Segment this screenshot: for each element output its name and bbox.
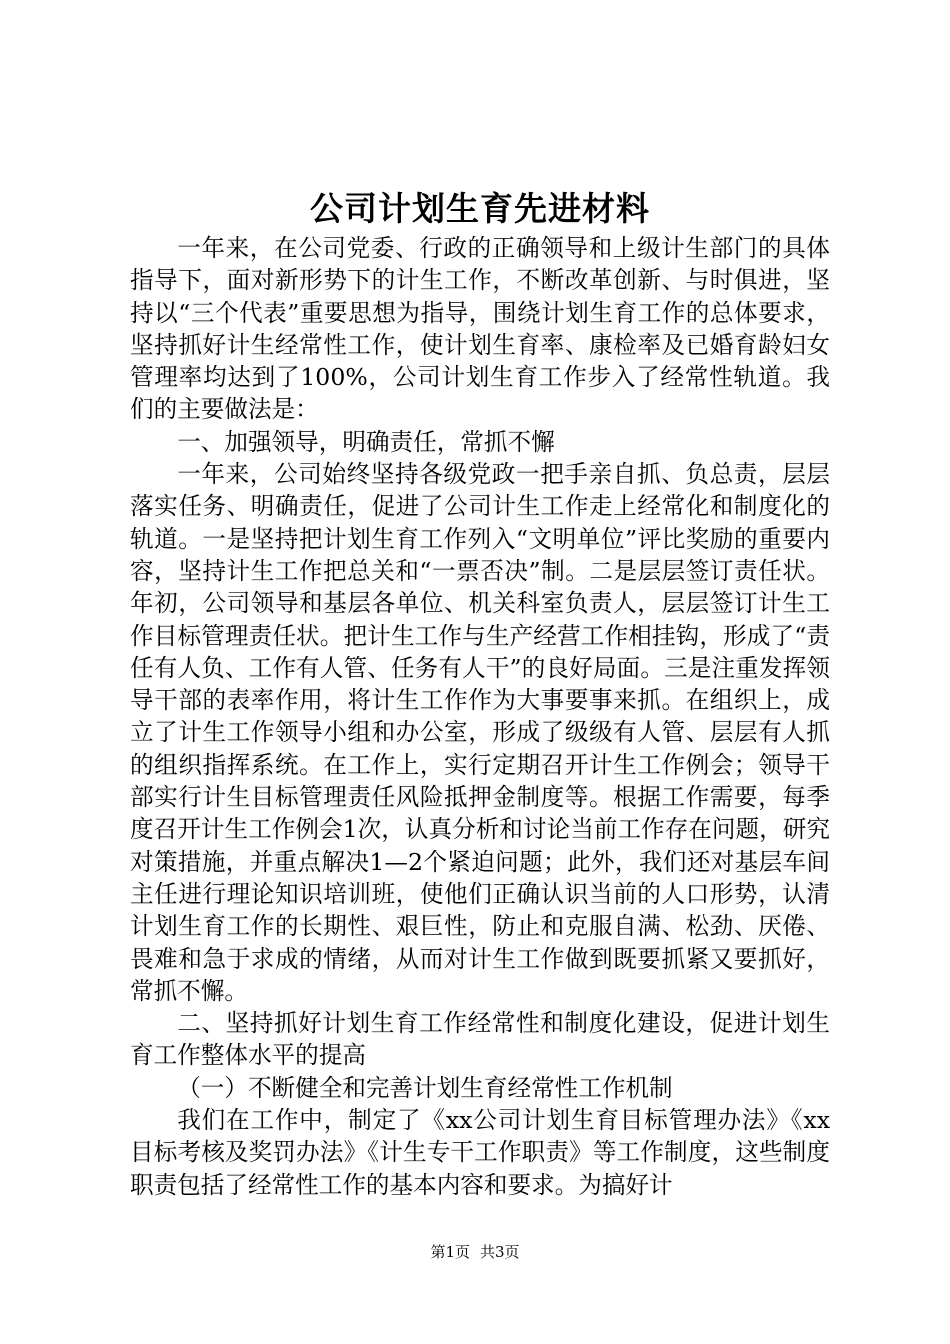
document-body <box>130 232 830 1201</box>
section-heading-2: 二、坚持抓好计划生育工作经常性和制度化建设，促进计划生育工作整体水平的提高 <box>130 1009 830 1070</box>
page-number: 第1页 <box>430 1243 470 1261</box>
section-heading-1: 一、加强领导，明确责任，常抓不懈 <box>177 427 555 456</box>
paragraph-intro: 一年来，在公司党委、行政的正确领导和上级计生部门的具体指导下，面对新形势下的计生工作，不断改革创新、与时俱进，坚持以“三个代表”重要思想为指导，围绕计划生育工作的总体要求，坚持抓好计生经常性工作，使计划生育率、康检率及已婚育龄妇女管理率均达到了100%，公司计划生育工作步入了经常性轨道。我们的主要做法是： <box>130 234 830 424</box>
subsection-heading-1: （一）不断健全和完善计划生育经常性工作机制 <box>177 1073 673 1102</box>
paragraph-subsection-1: 我们在工作中，制定了《xx公司计划生育目标管理办法》《xx目标考核及奖罚办法》《计生专干工作职责》等工作制度，这些制度职责包括了经常性工作的基本内容和要求。为搞好计 <box>130 1106 830 1199</box>
page-footer <box>0 1242 950 1262</box>
document-title: 公司计划生育先进材料 <box>310 189 650 228</box>
paragraph-section-1: 一年来，公司始终坚持各级党政一把手亲自抓、负总责，层层落实任务、明确责任，促进了公司计生工作走上经常化和制度化的轨道。一是坚持把计划生育工作列入“文明单位”评比奖励的重要内容，坚持计生工作把总关和“一票否决”制。二是层层签订责任状。年初，公司领导和基层各单位、机关科室负责人，层层签订计生工作目标管理责任状。把计生工作与生产经营工作相挂钩，形成了“责任有人负、工作有人管、任务有人干”的良好局面。三是注重发挥领导干部的表率作用，将计生工作作为大事要事来抓。在组织上，成立了计生工作领导小组和办公室，形成了级级有人管、层层有人抓的组织指挥系统。在工作上，实行定期召开计生工作例会；领导干部实行计生目标管理责任风险抵押金制度等。根据工作需要，每季度召开计生工作例会1次，认真分析和讨论当前工作存在问题，研究对策措施，并重点解决1—2个紧迫问题；此外，我们还对基层车间主任进行理论知识培训班，使他们正确认识当前的人口形势，认清计划生育工作的长期性、艰巨性，防止和克服自满、松劲、厌倦、畏难和急于求成的情绪，从而对计生工作做到既要抓紧又要抓好，常抓不懈。 <box>130 460 830 1005</box>
page-total: 共3页 <box>480 1243 520 1261</box>
